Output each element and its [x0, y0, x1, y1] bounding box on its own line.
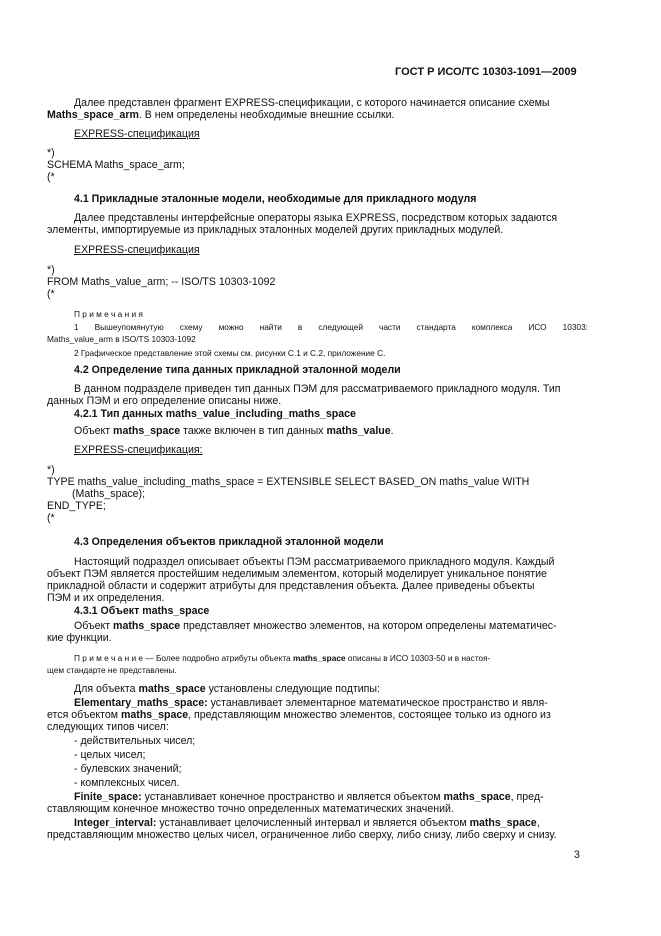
- s41-line-1: Далее представлены интерфейсные операторы языка EXPRESS, посредством которых задаются: [74, 212, 558, 224]
- s43-object-line-2: кие функции.: [47, 632, 112, 644]
- page-number: 3: [574, 849, 580, 861]
- section-heading-4-2: 4.2 Определение типа данных прикладной эталонной модели: [74, 364, 401, 376]
- notes-title: П р и м е ч а н и я: [74, 309, 143, 319]
- schema-name: Maths_space_arm: [47, 109, 139, 121]
- s43-line: объект ПЭМ является простейшим неделимым элементом, который моделирует уникальное понятие: [47, 568, 547, 580]
- document-header: ГОСТ Р ИСО/ТС 10303-1091—2009: [395, 66, 577, 78]
- code-line: FROM Maths_value_arm; -- ISO/TS 10303-1092: [47, 276, 276, 288]
- code-line: SCHEMA Maths_space_arm;: [47, 159, 185, 171]
- note-2: 2 Графическое представление этой схемы см. рисунки С.1 и С.2, приложение С.: [74, 348, 386, 358]
- integer-line-2: представляющим множество целых чисел, ограниченное либо сверху, либо снизу, либо сверху и снизу.: [47, 829, 557, 841]
- express-label-1: EXPRESS-спецификация: [74, 128, 200, 140]
- s43-line: ПЭМ и их определения.: [47, 592, 165, 604]
- section-heading-4-1: 4.1 Прикладные эталонные модели, необходимые для прикладного модуля: [74, 193, 477, 205]
- bullet-item: - комплексных чисел.: [74, 777, 180, 789]
- code-line: END_TYPE;: [47, 500, 106, 512]
- s43-line: прикладной области и содержит атрибуты для представления объекта. Далее приведены объекты: [47, 580, 535, 592]
- s42-object-line: Объект maths_space также включен в тип данных maths_value.: [74, 425, 394, 437]
- elementary-line-2: ется объектом maths_space, представляющим множество элементов, состоящее только из одного из: [47, 709, 551, 721]
- express-label-3: EXPRESS-спецификация:: [74, 444, 203, 456]
- code-line: *): [47, 464, 55, 476]
- code-line: *): [47, 147, 55, 159]
- subsection-heading-4-2-1: 4.2.1 Тип данных maths_value_including_maths_space: [74, 408, 356, 420]
- code-line: *): [47, 264, 55, 276]
- s41-line-2: элементы, импортируемые из прикладных эталонных моделей других прикладных модулей.: [47, 224, 504, 236]
- s43-note-line-2: щем стандарте не представлены.: [47, 665, 177, 675]
- s43-line: Настоящий подраздел описывает объекты ПЭМ рассматриваемого прикладного модуля. Каждый: [74, 556, 555, 568]
- s43-note-line-1: П р и м е ч а н и е — Более подробно атрибуты объекта maths_space описаны в ИСО 10303-50 и в настоя-: [74, 653, 491, 663]
- code-line: (*: [47, 288, 55, 300]
- s43-object-line-1: Объект maths_space представляет множество элементов, на котором определены математичес-: [74, 620, 557, 632]
- s42-line-2: данных ПЭМ и его определение описаны ниже.: [47, 395, 282, 407]
- code-line: (*: [47, 171, 55, 183]
- express-label-2: EXPRESS-спецификация: [74, 244, 200, 256]
- intro-line-1: Далее представлен фрагмент EXPRESS-спецификации, с которого начинается описание схемы: [74, 97, 550, 109]
- finite-line-1: Finite_space: устанавливает конечное пространство и является объектом maths_space, пред-: [74, 791, 544, 803]
- bullet-item: - булевских значений;: [74, 763, 182, 775]
- section-heading-4-3: 4.3 Определения объектов прикладной эталонной модели: [74, 536, 384, 548]
- bullet-item: - действительных чисел;: [74, 735, 196, 747]
- intro-line-2: Maths_space_arm. В нем определены необходимые внешние ссылки.: [47, 109, 395, 121]
- note-1-line-2: Maths_value_arm в ISO/TS 10303-1092: [47, 334, 196, 344]
- integer-line-1: Integer_interval: устанавливает целочисленный интервал и является объектом maths_space,: [74, 817, 540, 829]
- finite-line-2: ставляющим конечное множество точно определенных математических значений.: [47, 803, 454, 815]
- code-line: (*: [47, 512, 55, 524]
- note-1-line-1: 1 Вышеупомянутую схему можно найти в следующей части стандарта комплекса ИСО 10303:: [74, 322, 588, 332]
- elementary-line-1: Elementary_maths_space: устанавливает элементарное математическое пространство и явля-: [74, 697, 548, 709]
- subtypes-intro: Для объекта maths_space установлены следующие подтипы:: [74, 683, 380, 695]
- subsection-heading-4-3-1: 4.3.1 Объект maths_space: [74, 605, 210, 617]
- bullet-item: - целых чисел;: [74, 749, 146, 761]
- s42-line-1: В данном подразделе приведен тип данных ПЭМ для рассматриваемого прикладного модуля. Тип: [74, 383, 561, 395]
- code-line: (Maths_space);: [72, 488, 146, 500]
- elementary-line-3: следующих типов чисел:: [47, 721, 169, 733]
- code-line: TYPE maths_value_including_maths_space = EXTENSIBLE SELECT BASED_ON maths_value WITH: [47, 476, 530, 488]
